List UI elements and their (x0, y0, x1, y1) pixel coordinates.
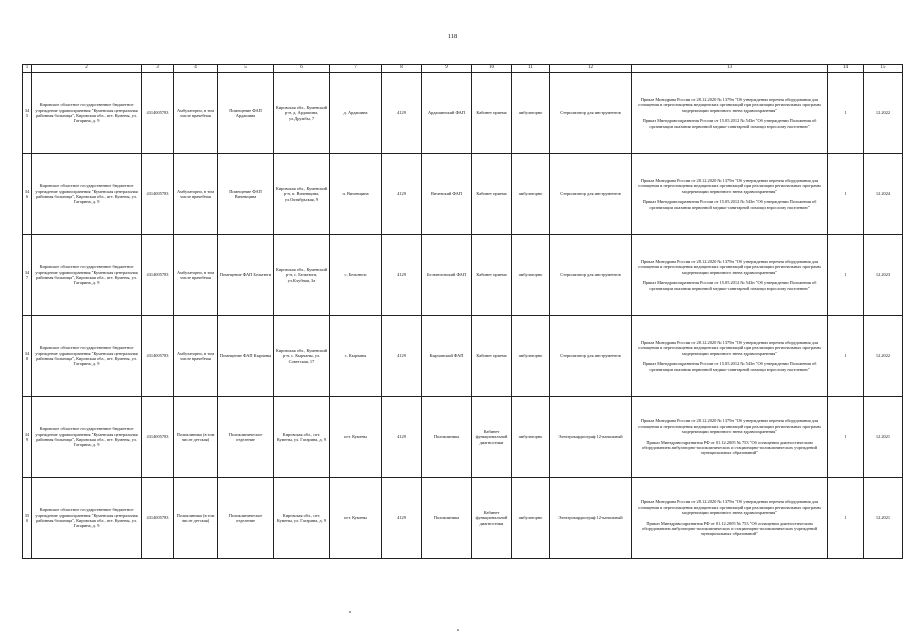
unit-cell: Помещение ФАП Бельтюги (218, 235, 274, 316)
code-cell: 4129 (382, 478, 422, 559)
order-cell: Приказ Минздрава России от 28.12.2020 № 1379н "Об утверждении перечня оборудования для оснащения и переоснащения медицинских организаций при реализации региональных программ модернизации первичного звена здравоохранения" Приказ Минздравсоцразвития России от 15.05.2012 № 543н "Об утверждении Положения об организации оказания первичной медико-санитарной помощи взрослому населению" (632, 316, 828, 397)
mode-cell: амбулаторно (512, 397, 550, 478)
division-cell: Поликлиника (422, 478, 472, 559)
organization-cell: Кировское областное государственное бюджетное учреждение здравоохранения "Куменская центральная районная больница", Кировская обл., пгт. Кумены, ул. Гагарина, д. 9 (32, 478, 142, 559)
code-cell: 4129 (382, 154, 422, 235)
equipment-cell: Стерилизатор для инструментов (550, 316, 632, 397)
quantity-cell: 1 (828, 397, 864, 478)
column-number: 15 (864, 65, 903, 73)
date-cell: 12.2022 (864, 316, 903, 397)
column-number: 1 (23, 65, 32, 73)
locality-cell: с. Кырчаны (330, 316, 382, 397)
quantity-cell: 1 (828, 73, 864, 154)
unit-cell: Помещение ФАП Кырчаны (218, 316, 274, 397)
equipment-cell: Стерилизатор для инструментов (550, 73, 632, 154)
address-cell: Кировская обл., Куменский р-н, п. Вичевщина, ул.Октябрьская, 9 (274, 154, 330, 235)
room-cell: Кабинет функциональной диагностики (472, 397, 512, 478)
equipment-register-table (22, 64, 903, 559)
column-number: 14 (828, 65, 864, 73)
row-number: 347 (23, 235, 32, 316)
organization-cell: Кировское областное государственное бюджетное учреждение здравоохранения "Куменская центральная районная больница", Кировская обл., пгт. Кумены, ул. Гагарина, д. 9 (32, 154, 142, 235)
scan-speck (349, 611, 351, 613)
code-cell: 4129 (382, 235, 422, 316)
address-cell: Кировская обл., Куменский р-н, с. Бельтюги, ул.Клубная, 3а (274, 235, 330, 316)
date-cell: 12.2021 (864, 397, 903, 478)
division-cell: Поликлиника (422, 397, 472, 478)
division-cell: Кырчанский ФАП (422, 316, 472, 397)
scan-speck (457, 629, 459, 631)
code-cell: 4129 (382, 397, 422, 478)
date-cell: 12.2024 (864, 154, 903, 235)
address-cell: Кировская обл., Куменский р-н, д. Ардашина, ул.Дружбы, 7 (274, 73, 330, 154)
inn-cell: 4314005783 (142, 397, 174, 478)
locality-cell: пгт. Кумены (330, 397, 382, 478)
column-number: 5 (218, 65, 274, 73)
inn-cell: 4314005783 (142, 73, 174, 154)
column-number: 7 (330, 65, 382, 73)
division-cell: Вичевский ФАП (422, 154, 472, 235)
equipment-cell: Стерилизатор для инструментов (550, 235, 632, 316)
equipment-cell: Стерилизатор для инструментов (550, 154, 632, 235)
mode-cell: амбулаторно (512, 154, 550, 235)
column-number: 12 (550, 65, 632, 73)
row-number: 348 (23, 316, 32, 397)
column-number-row (23, 65, 903, 73)
table-row (23, 235, 903, 316)
care-type-cell: Амбулаторно, в том числе врачебная (174, 154, 218, 235)
care-type-cell: Амбулаторно, в том числе врачебная (174, 73, 218, 154)
column-number: 11 (512, 65, 550, 73)
date-cell: 12.2021 (864, 478, 903, 559)
address-cell: Кировская обл., пгт. Кумены, ул. Гагарина, д. 9 (274, 397, 330, 478)
column-number: 2 (32, 65, 142, 73)
division-cell: Ардашинский ФАП (422, 73, 472, 154)
locality-cell: пгт. Кумены (330, 478, 382, 559)
date-cell: 12.2022 (864, 73, 903, 154)
mode-cell: амбулаторно (512, 316, 550, 397)
mode-cell: амбулаторно (512, 478, 550, 559)
quantity-cell: 1 (828, 154, 864, 235)
organization-cell: Кировское областное государственное бюджетное учреждение здравоохранения "Куменская центральная районная больница", Кировская обл., пгт. Кумены, ул. Гагарина, д. 9 (32, 397, 142, 478)
column-number: 8 (382, 65, 422, 73)
row-number: 349 (23, 397, 32, 478)
inn-cell: 4314005783 (142, 316, 174, 397)
locality-cell: д. Ардашина (330, 73, 382, 154)
inn-cell: 4314005783 (142, 154, 174, 235)
row-number: 346 (23, 154, 32, 235)
quantity-cell: 1 (828, 235, 864, 316)
organization-cell: Кировское областное государственное бюджетное учреждение здравоохранения "Куменская центральная районная больница", Кировская обл., пгт. Кумены, ул. Гагарина, д. 9 (32, 235, 142, 316)
column-number: 13 (632, 65, 828, 73)
quantity-cell: 1 (828, 316, 864, 397)
inn-cell: 4314005783 (142, 478, 174, 559)
room-cell: Кабинет функциональной диагностики (472, 478, 512, 559)
unit-cell: Помещение ФАП Ардашина (218, 73, 274, 154)
table-body (23, 73, 903, 559)
quantity-cell: 1 (828, 478, 864, 559)
column-number: 10 (472, 65, 512, 73)
order-cell: Приказ Минздрава России от 28.12.2020 № 1379н "Об утверждении перечня оборудования для оснащения и переоснащения медицинских организаций при реализации региональных программ модернизации первичного звена здравоохранения" Приказ Минздравсоцразвития РФ от 01.12.2005 № 753 "Об оснащении диагностическим оборудованием амбулаторно-поликлинических и стационарно-поликлинических учреждений муниципальных образований" (632, 478, 828, 559)
inn-cell: 4314005783 (142, 235, 174, 316)
table-row (23, 316, 903, 397)
care-type-cell: Амбулаторно, в том числе врачебная (174, 316, 218, 397)
row-number: 350 (23, 478, 32, 559)
column-number: 6 (274, 65, 330, 73)
row-number: 345 (23, 73, 32, 154)
locality-cell: с. Бельтюги (330, 235, 382, 316)
address-cell: Кировская обл., пгт. Кумены, ул. Гагарина, д. 9 (274, 478, 330, 559)
order-cell: Приказ Минздрава России от 28.12.2020 № 1379н "Об утверждении перечня оборудования для оснащения и переоснащения медицинских организаций при реализации региональных программ модернизации первичного звена здравоохранения" Приказ Минздравсоцразвития России от 15.05.2012 № 543н "Об утверждении Положения об организации оказания первичной медико-санитарной помощи взрослому населению" (632, 154, 828, 235)
unit-cell: Поликлиническое отделение (218, 478, 274, 559)
room-cell: Кабинет приема (472, 316, 512, 397)
care-type-cell: Амбулаторно, в том числе врачебная (174, 235, 218, 316)
organization-cell: Кировское областное государственное бюджетное учреждение здравоохранения "Куменская центральная районная больница", Кировская обл., пгт. Кумены, ул. Гагарина, д. 9 (32, 73, 142, 154)
order-cell: Приказ Минздрава России от 28.12.2020 № 1379н "Об утверждении перечня оборудования для оснащения и переоснащения медицинских организаций при реализации региональных программ модернизации первичного звена здравоохранения" Приказ Минздравсоцразвития России от 15.05.2012 № 543н "Об утверждении Положения об организации оказания первичной медико-санитарной помощи взрослому населению" (632, 235, 828, 316)
table-row (23, 397, 903, 478)
mode-cell: амбулаторно (512, 73, 550, 154)
care-type-cell: Поликлиника (в том числе детская) (174, 478, 218, 559)
table-row (23, 478, 903, 559)
mode-cell: амбулаторно (512, 235, 550, 316)
room-cell: Кабинет приема (472, 154, 512, 235)
unit-cell: Помещение ФАП Вичевщина (218, 154, 274, 235)
equipment-cell: Электрокардиограф 12-канальный (550, 397, 632, 478)
equipment-cell: Электрокардиограф 12-канальный (550, 478, 632, 559)
column-number: 9 (422, 65, 472, 73)
address-cell: Кировская обл., Куменский р-н, с. Кырчаны, ул. Советская, 17 (274, 316, 330, 397)
column-number: 4 (174, 65, 218, 73)
order-cell: Приказ Минздрава России от 28.12.2020 № 1379н "Об утверждении перечня оборудования для оснащения и переоснащения медицинских организаций при реализации региональных программ модернизации первичного звена здравоохранения" Приказ Минздравсоцразвития РФ от 01.12.2005 № 753 "Об оснащении диагностическим оборудованием амбулаторно-поликлинических и стационарно-поликлинических учреждений муниципальных образований" (632, 397, 828, 478)
division-cell: Бельтюговский ФАП (422, 235, 472, 316)
room-cell: Кабинет приема (472, 235, 512, 316)
table-row (23, 154, 903, 235)
locality-cell: п. Вичевщина (330, 154, 382, 235)
room-cell: Кабинет приема (472, 73, 512, 154)
order-cell: Приказ Минздрава России от 28.12.2020 № 1379н "Об утверждении перечня оборудования для оснащения и переоснащения медицинских организаций при реализации региональных программ модернизации первичного звена здравоохранения" Приказ Минздравсоцразвития России от 15.05.2012 № 543н "Об утверждении Положения об организации оказания первичной медико-санитарной помощи взрослому населению" (632, 73, 828, 154)
page-number: 118 (447, 33, 458, 40)
date-cell: 12.2023 (864, 235, 903, 316)
organization-cell: Кировское областное государственное бюджетное учреждение здравоохранения "Куменская центральная районная больница", Кировская обл., пгт. Кумены, ул. Гагарина, д. 9 (32, 316, 142, 397)
unit-cell: Поликлиническое отделение (218, 397, 274, 478)
care-type-cell: Поликлиника (в том числе детская) (174, 397, 218, 478)
code-cell: 4129 (382, 73, 422, 154)
table-row (23, 73, 903, 154)
code-cell: 4129 (382, 316, 422, 397)
column-number: 3 (142, 65, 174, 73)
